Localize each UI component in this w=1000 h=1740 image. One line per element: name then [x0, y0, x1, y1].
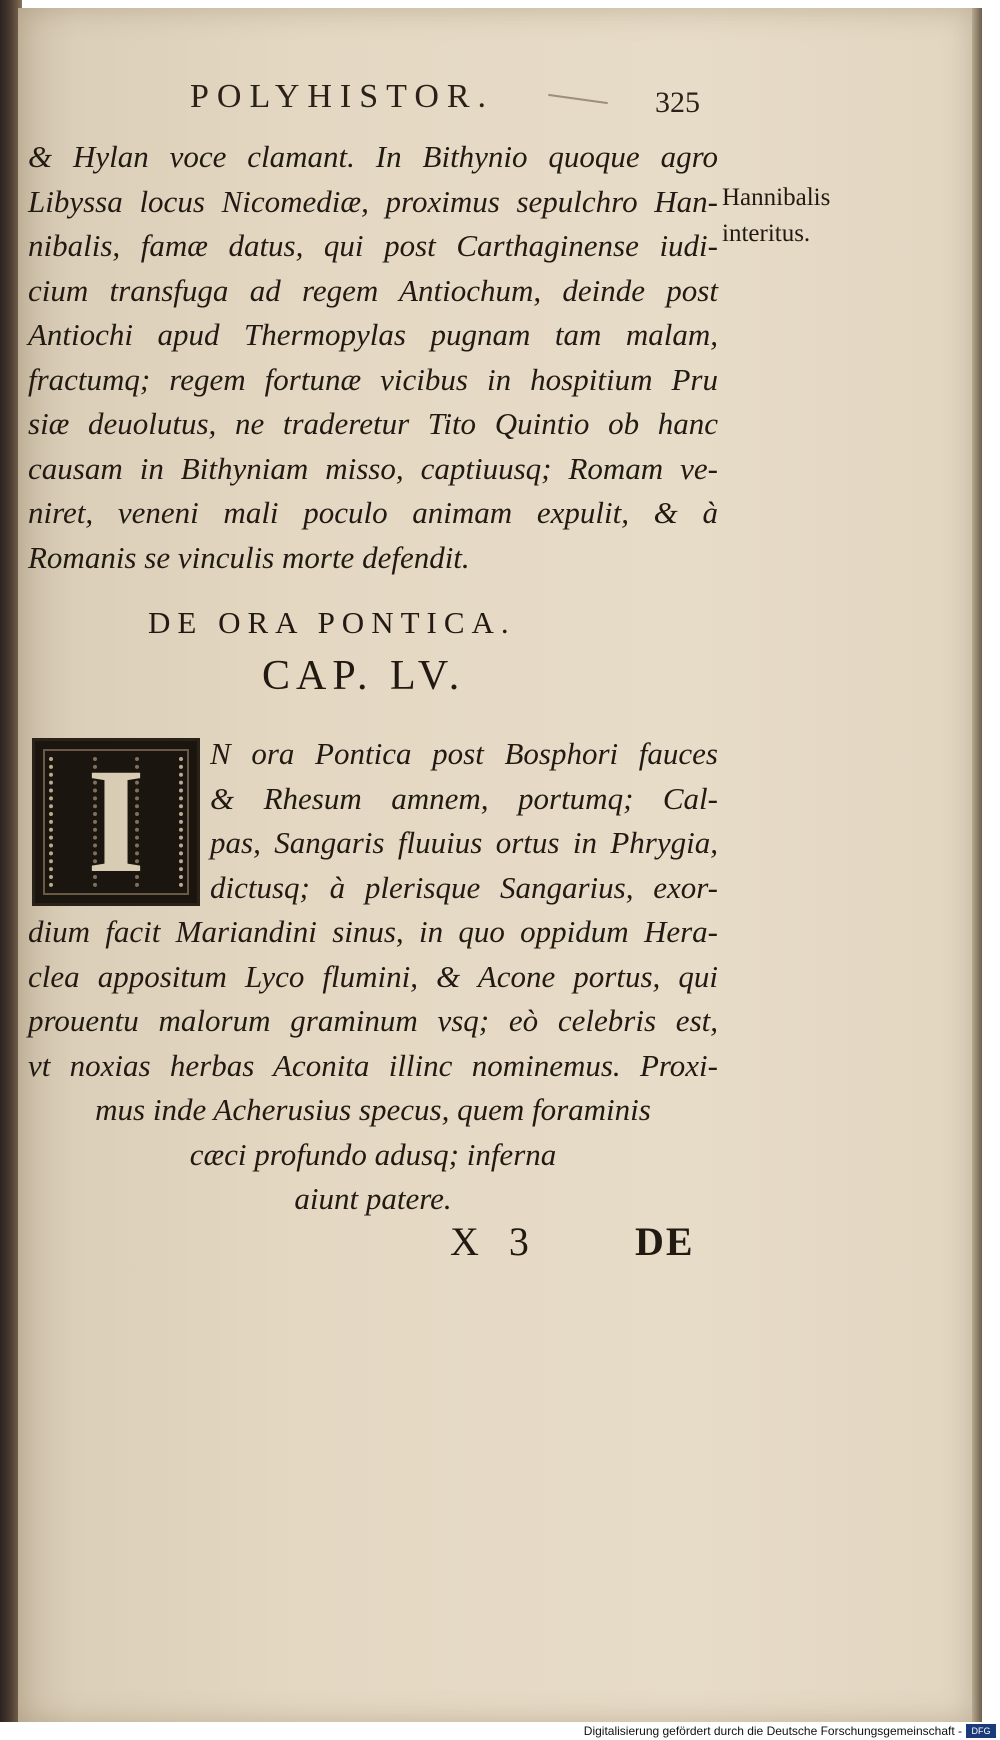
text-line: dictusq; à plerisque Sangarius, exor- — [210, 869, 718, 905]
text-line: causam in Bithyniam misso, captiuusq; Romam ve- — [28, 450, 718, 486]
text-line: prouentu malorum graminum vsq; eò celebris est, — [28, 1003, 718, 1038]
paragraph-2-tail — [28, 1088, 718, 1222]
text-line: & Hylan voce clamant. In Bithynio quoque agro — [28, 139, 718, 174]
catchword: DE — [635, 1219, 695, 1264]
text-line: niret, veneni mali poculo animam expulit, & à — [28, 495, 718, 530]
text-line: clea appositum Lyco flumini, & Acone portus, qui — [28, 958, 718, 994]
text-line: aiunt patere. — [294, 1181, 452, 1216]
digitization-footer — [0, 1722, 1000, 1740]
text-line: & Rhesum amnem, portumq; Cal- — [210, 780, 718, 816]
text-line: siæ deuolutus, ne traderetur Tito Quintio ob hanc — [28, 406, 718, 441]
text-line: fractumq; regem fortunæ vicibus in hospitium Pru — [28, 361, 718, 397]
marginal-note-line: interitus. — [722, 220, 811, 247]
footer-credit: Digitalisierung gefördert durch die Deutsche Forschungsgemeinschaft - — [583, 1724, 962, 1738]
signature-mark: X 3 — [450, 1219, 539, 1264]
text-line: vt noxias herbas Aconita illinc nominemus. Proxi- — [28, 1047, 718, 1083]
text-line: cæci profundo adusq; inferna — [189, 1136, 557, 1172]
page-edge — [972, 8, 982, 1723]
text-line: dium facit Mariandini sinus, in quo oppidum Hera- — [28, 914, 718, 949]
paragraph-2-indented — [210, 732, 718, 910]
running-head: POLYHISTOR. — [190, 78, 495, 115]
paragraph-2-full — [28, 910, 718, 1088]
text-line: N ora Pontica post Bosphori fauces — [210, 736, 718, 771]
page-number: 325 — [655, 86, 700, 119]
text-line: nibalis, famæ datus, qui post Carthaginense iudi- — [28, 228, 718, 263]
text-line: mus inde Acherusius specus, quem foraminis — [95, 1092, 651, 1127]
text-line: Libyssa locus Nicomediæ, proximus sepulchro Han- — [28, 183, 718, 219]
text-line: Antiochi apud Thermopylas pugnam tam malam, — [28, 317, 718, 352]
marginal-note — [722, 180, 830, 252]
paragraph-1 — [28, 135, 718, 580]
dfg-logo: DFG — [966, 1724, 996, 1738]
text-line: cium transfuga ad regem Antiochum, deinde post — [28, 272, 718, 308]
text-line: Romanis se vinculis morte defendit. — [28, 539, 470, 575]
chapter-number: CAP. LV. — [262, 653, 466, 699]
initial-letter: I — [86, 738, 146, 904]
decorated-initial — [32, 738, 200, 906]
chapter-title: DE ORA PONTICA. — [148, 605, 516, 640]
marginal-note-line: Hannibalis — [722, 184, 831, 211]
text-line: pas, Sangaris fluuius ortus in Phrygia, — [210, 825, 718, 860]
